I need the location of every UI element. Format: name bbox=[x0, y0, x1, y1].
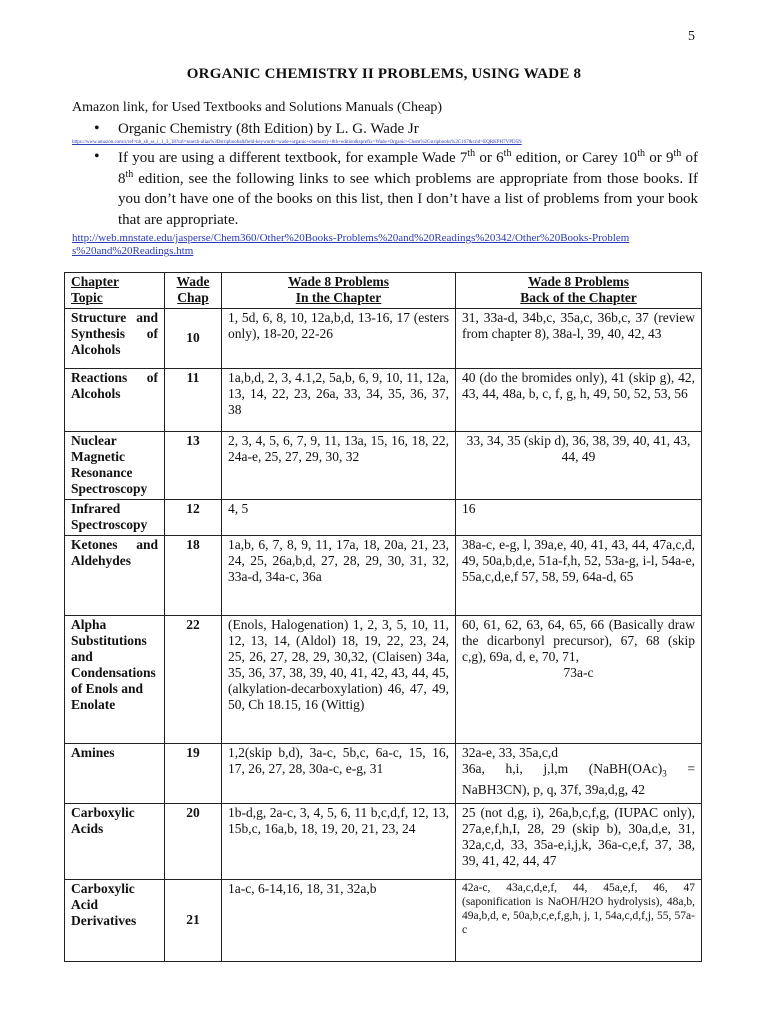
bullet-item-other-books bbox=[94, 148, 698, 230]
table-row: Amines 19 1,2(skip b,d), 3a-c, 5b,c, 6a-c, 15, 16, 17, 26, 27, 28, 30a-c, e-g, 31 32a-e, 33, 35a,c,d 36a, h,i, j,l,m ($NaBH(OAc)_3$ = NaBH3CN), p, q, 37f, 39a,d,g, 42 bbox=[65, 744, 702, 804]
bullet-dot-icon: • bbox=[94, 148, 100, 165]
problems-table bbox=[64, 272, 702, 962]
page-title: ORGANIC CHEMISTRY II PROBLEMS, USING WADE 8 bbox=[186, 66, 582, 82]
bullet-dot-icon: • bbox=[94, 120, 100, 137]
header-in-chapter: Wade 8 Problems In the Chapter bbox=[222, 273, 456, 309]
header-chapter-topic: Chapter Topic bbox=[65, 273, 165, 309]
header-back-chapter: Wade 8 Problems Back of the Chapter bbox=[456, 273, 702, 309]
header-wade-chap: Wade Chap bbox=[165, 273, 222, 309]
textbook-title: Organic Chemistry (8th Edition) by L. G. Wade Jr bbox=[118, 121, 419, 137]
table-header-row bbox=[65, 273, 702, 309]
table-row: Nuclear Magnetic Resonance Spectroscopy 13 2, 3, 4, 5, 6, 7, 9, 11, 13a, 15, 16, 18, 22, 24a-e, 25, 27, 29, 30, 32 33, 34, 35 (skip d), 36, 38, 39, 40, 41, 43, 44, 49 bbox=[65, 432, 702, 500]
other-books-paragraph: If you are using a different textbook, for example Wade 7th or 6th edition, or Carey 10th or 9th of 8th edition, see the following links to see which problems are appropriate from those books. If you don’t have one of the books on this list, then I don’t have a list of problems from your book that are appropriate. bbox=[118, 148, 698, 228]
table-row: Structure and Synthesis of Alcohols 10 1, 5d, 6, 8, 10, 12a,b,d, 13-16, 17 (esters only), 18-20, 22-26 31, 33a-d, 34b,c, 35a,c, 36b,c, 37 (review from chapter 8), 38a-l, 39, 40, 42, 43 bbox=[65, 309, 702, 369]
table-row: Ketones and Aldehydes 18 1a,b, 6, 7, 8, 9, 11, 17a, 18, 20a, 21, 23, 24, 25, 26a,b,d, 27, 28, 29, 30, 31, 32, 33a-d, 34a-c, 36a 38a-c, e-g, l, 39a,e, 40, 41, 43, 44, 47a,c,d, 49, 50a,b,d,e, 51a-f,h, 52, 53a-g, i-l, 54a-e, 55a,c,d,e,f 57, 58, 59, 64a-d, 65 bbox=[65, 536, 702, 616]
amazon-intro: Amazon link, for Used Textbooks and Solutions Manuals (Cheap) bbox=[72, 100, 443, 115]
table-row: Carboxylic Acids 20 1b-d,g, 2a-c, 3, 4, 5, 6, 11 b,c,d,f, 12, 13, 15b,c, 16a,b, 18, 19, 20, 21, 23, 24 25 (not d,g, i), 26a,b,c,f,g, (IUPAC only), 27a,e,f,h,I, 28, 29 (skip b), 30a,d,e, 31, 32a,c,d, 33, 35a-e,i,j,k, 36a-c,e,f, 37, 38, 39, 41, 42, 44, 47 bbox=[65, 804, 702, 880]
table-row: Infrared Spectroscopy 12 4, 5 16 bbox=[65, 500, 702, 536]
table-row: Carboxylic Acid Derivatives 21 1a-c, 6-14,16, 18, 31, 32a,b 42a-c, 43a,c,d,e,f, 44, 45a,e,f, 46, 47 (saponification is NaOH/H2O hydrolysis), 48a,b, 49a,b,d, e, 50a,b,c,e,f,g,h, j, 1, 54a,c,d,f,j, 55, 57a-c bbox=[65, 880, 702, 962]
alpha-back-cell: 60, 61, 62, 63, 64, 65, 66 (Basically draw the dicarbonyl precursor), 67, 68 (skip c,g), 69a, d, e, 70, 71, 73a-c bbox=[456, 616, 702, 744]
amines-back-cell: 32a-e, 33, 35a,c,d 36a, h,i, j,l,m ($NaBH(OAc)_3$ = NaBH3CN), p, q, 37f, 39a,d,g, 42 bbox=[456, 744, 702, 804]
amazon-link[interactable]: https://www.amazon.com/s/ref=nb_sb_ss_i_1_3_18?url=search-alias%3Dstripbooks&field-keywords=wade+organic+chemistry+8th+edition&sprefix=Wade+Organic+Chem%2Cstripbooks%2C167&crid=EQRKPH7VPD5N bbox=[72, 140, 522, 145]
other-books-link[interactable]: http://web.mnstate.edu/jasperse/Chem360/Other%20Books-Problems%20and%20Readings%20342/Other%20Books-Problems%20and%20Readings.htm bbox=[72, 232, 630, 257]
table-row: Alpha Substitutions and Condensations of Enols and Enolate 22 (Enols, Halogenation) 1, 2, 3, 5, 10, 11, 12, 13, 14, (Aldol) 18, 19, 22, 23, 24, 25, 26, 27, 28, 29, 30,32, (Claisen) 34a, 35, 36, 37, 38, 39, 40, 41, 42, 43, 44, 45, (alkylation-decarboxylation) 46, 47, 49, 50, Ch 18.15, 16 (Wittig) 60, 61, 62, 63, 64, 65, 66 (Basically draw the dicarbonyl precursor), 67, 68 (skip c,g), 69a, d, e, 70, 71, 73a-c bbox=[65, 616, 702, 744]
page-number: 5 bbox=[688, 29, 695, 44]
table-row: Reactions of Alcohols 11 1a,b,d, 2, 3, 4.1,2, 5a,b, 6, 9, 10, 11, 12a, 13, 14, 22, 23, 26a, 33, 34, 35, 36, 37, 38 40 (do the bromides only), 41 (skip g), 42, 43, 44, 48a, b, c, f, g, h, 49, 50, 52, 53, 56 bbox=[65, 369, 702, 432]
